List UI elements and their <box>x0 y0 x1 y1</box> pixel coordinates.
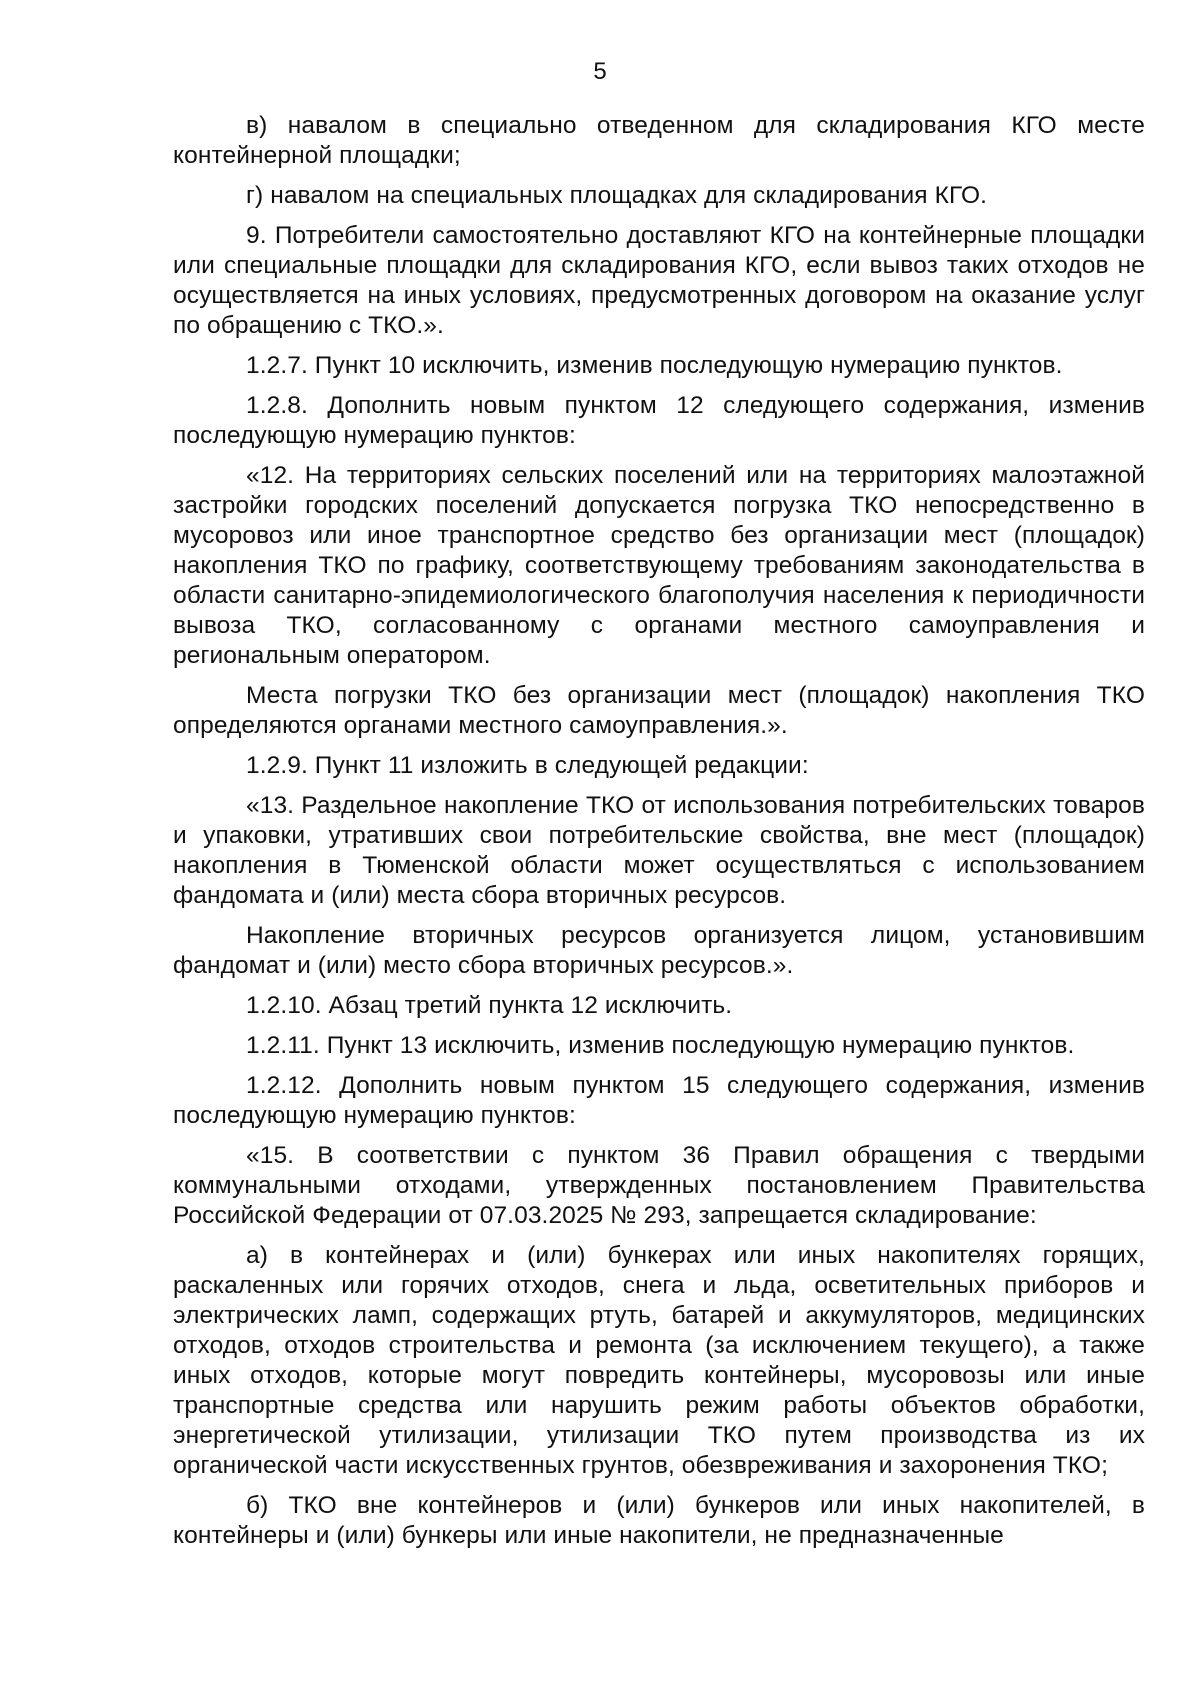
paragraph-1-2-7: 1.2.7. Пункт 10 исключить, изменив последующую нумерацию пунктов. <box>246 352 1063 379</box>
paragraph-15-prohibited-storage: «15. В соответствии с пунктом 36 Правил обращения с твердыми коммунальными отходами, утвержденных постановлением Правительства Российской Федерации от 07.03.2025 № 293, запрещается складирование: <box>173 1142 1145 1229</box>
paragraph-1-2-9: 1.2.9. Пункт 11 изложить в следующей редакции: <box>246 752 809 779</box>
paragraph-1-2-11: 1.2.11. Пункт 13 исключить, изменив последующую нумерацию пунктов. <box>246 1032 1075 1059</box>
paragraph-1-2-10: 1.2.10. Абзац третий пункта 12 исключить. <box>246 992 733 1019</box>
page-number: 5 <box>593 58 607 85</box>
paragraph-1-2-8: 1.2.8. Дополнить новым пунктом 12 следующего содержания, изменив последующую нумерацию пунктов: <box>173 392 1145 449</box>
paragraph-loading-places: Места погрузки ТКО без организации мест (площадок) накопления ТКО определяются органами местного самоуправления.». <box>173 682 1145 739</box>
paragraph-v-bulk-kgo: в) навалом в специально отведенном для складирования КГО месте контейнерной площадки; <box>173 112 1145 169</box>
paragraph-secondary-resources: Накопление вторичных ресурсов организуется лицом, установившим фандомат и (или) место сбора вторичных ресурсов.». <box>173 922 1145 979</box>
paragraph-b-outside-containers: б) ТКО вне контейнеров и (или) бункеров или иных накопителей, в контейнеры и (или) бункеры или иные накопители, не предназначенные <box>173 1492 1145 1549</box>
paragraph-a-prohibited-items: а) в контейнерах и (или) бункерах или иных накопителях горящих, раскаленных или горячих отходов, снега и льда, осветительных приборов и электрических ламп, содержащих ртуть, батарей и аккумуляторов, медицинских отходов, отходов строительства и ремонта (за исключением текущего), а также иных отходов, которые могут повредить контейнеры, мусоровозы или иные транспортные средства или нарушить режим работы объектов обработки, энергетической утилизации, утилизации ТКО путем производства из их органической части искусственных грунтов, обезвреживания и захоронения ТКО; <box>173 1242 1145 1479</box>
paragraph-g-special-sites: г) навалом на специальных площадках для складирования КГО. <box>246 182 988 209</box>
paragraph-9-consumers-deliver-kgo: 9. Потребители самостоятельно доставляют КГО на контейнерные площадки или специальные площадки для складирования КГО, если вывоз таких отходов не осуществляется на иных условиях, предусмотренных договором на оказание услуг по обращению с ТКО.». <box>173 222 1145 339</box>
paragraph-13-separate-collection: «13. Раздельное накопление ТКО от использования потребительских товаров и упаковки, утративших свои потребительские свойства, вне мест (площадок) накопления в Тюменской области может осуществляться с использованием фандомата и (или) места сбора вторичных ресурсов. <box>173 792 1145 909</box>
paragraph-12-rural-loading: «12. На территориях сельских поселений или на территориях малоэтажной застройки городских поселений допускается погрузка ТКО непосредственно в мусоровоз или иное транспортное средство без организации мест (площадок) накопления ТКО по графику, соответствующему требованиям законодательства в области санитарно-эпидемиологического благополучия населения к периодичности вывоза ТКО, согласованному с органами местного самоуправления и региональным оператором. <box>173 462 1145 669</box>
paragraph-1-2-12: 1.2.12. Дополнить новым пунктом 15 следующего содержания, изменив последующую нумерацию пунктов: <box>173 1072 1145 1129</box>
document-body <box>173 111 1145 1561</box>
